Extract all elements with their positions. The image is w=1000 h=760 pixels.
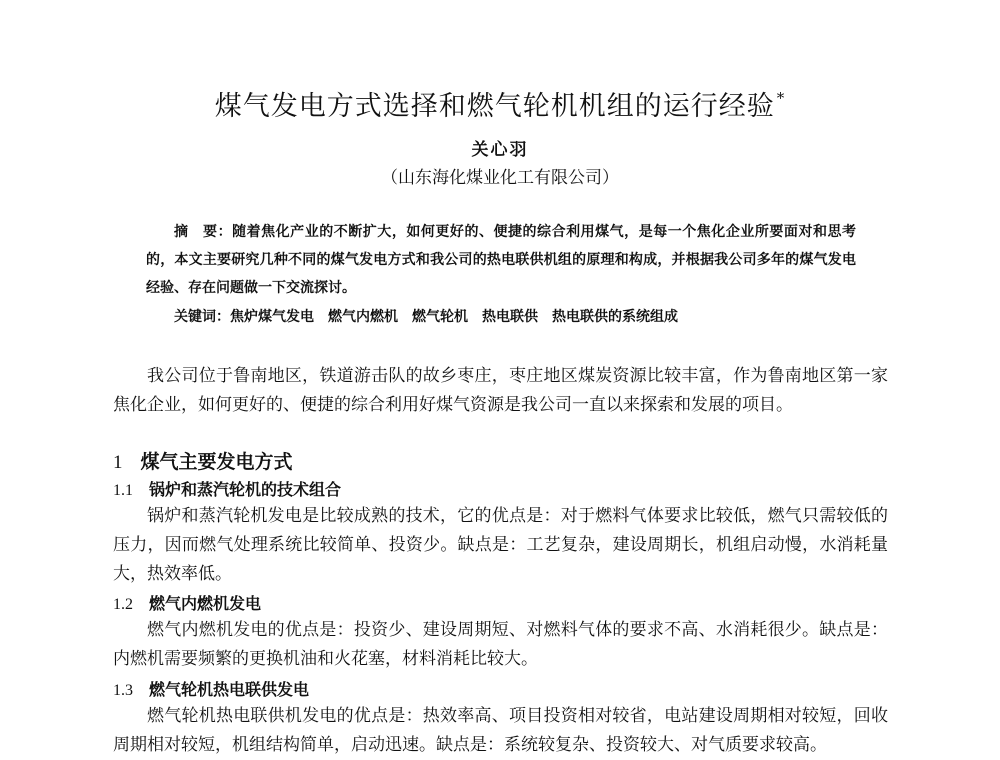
title-footnote-mark: *	[776, 89, 786, 107]
abstract-label: 摘 要：	[174, 224, 233, 240]
subsection-1-1-paragraph: 锅炉和蒸汽轮机发电是比较成熟的技术，它的优点是：对于燃料气体要求比较低，燃气只需较低的压力，因而燃气处理系统比较简单、投资少。缺点是：工艺复杂，建设周期长，机组启动慢，水消耗量大，热效率低。	[113, 506, 888, 584]
subsection-number: 1.1	[113, 482, 133, 499]
subsection-1-3-paragraph: 燃气轮机热电联供机发电的优点是：热效率高、项目投资相对较省，电站建设周期相对较短，回收周期相对较短，机组结构简单，启动迅速。缺点是：系统较复杂、投资较大、对气质要求较高。	[113, 706, 888, 755]
keyword: 热电联供	[482, 309, 538, 325]
keywords-label: 关键词：	[174, 309, 230, 325]
section-1-heading	[113, 447, 293, 474]
paper-title-text: 煤气发电方式选择和燃气轮机机组的运行经验	[214, 91, 775, 122]
abstract	[146, 218, 856, 302]
keyword: 热电联供的系统组成	[552, 309, 678, 325]
section-number: 1	[113, 452, 123, 473]
subsection-1-2-heading	[113, 591, 261, 614]
subsection-title: 锅炉和蒸汽轮机的技术组合	[149, 480, 342, 499]
author-name: 关心羽	[471, 140, 529, 160]
subsection-1-3-heading	[113, 677, 309, 700]
paper-title	[0, 84, 1000, 123]
subsection-number: 1.2	[113, 596, 133, 613]
intro-paragraph: 我公司位于鲁南地区，铁道游击队的故乡枣庄，枣庄地区煤炭资源比较丰富，作为鲁南地区第一家焦化企业，如何更好的、便捷的综合利用好煤气资源是我公司一直以来探索和发展的项目。	[113, 366, 888, 415]
keyword: 燃气内燃机	[328, 309, 398, 325]
subsection-title: 燃气内燃机发电	[149, 594, 262, 613]
subsection-title: 燃气轮机热电联供发电	[149, 680, 310, 699]
author-affiliation: （山东海化煤业化工有限公司）	[381, 168, 619, 188]
keyword: 燃气轮机	[412, 309, 468, 325]
subsection-1-1-heading	[113, 477, 341, 500]
keywords	[174, 303, 854, 331]
abstract-text: 随着焦化产业的不断扩大，如何更好的、便捷的综合利用煤气，是每一个焦化企业所要面对和思考的，本文主要研究几种不同的煤气发电方式和我公司的热电联供机组的原理和构成，并根据我公司多年的煤气发电经验、存在问题做一下交流探讨。	[146, 224, 857, 296]
keyword: 焦炉煤气发电	[230, 309, 314, 325]
subsection-1-2-paragraph: 燃气内燃机发电的优点是：投资少、建设周期短、对燃料气体的要求不高、水消耗很少。缺点是：内燃机需要频繁的更换机油和火花塞，材料消耗比较大。	[113, 620, 888, 669]
section-title: 煤气主要发电方式	[140, 451, 293, 473]
subsection-number: 1.3	[113, 682, 133, 699]
